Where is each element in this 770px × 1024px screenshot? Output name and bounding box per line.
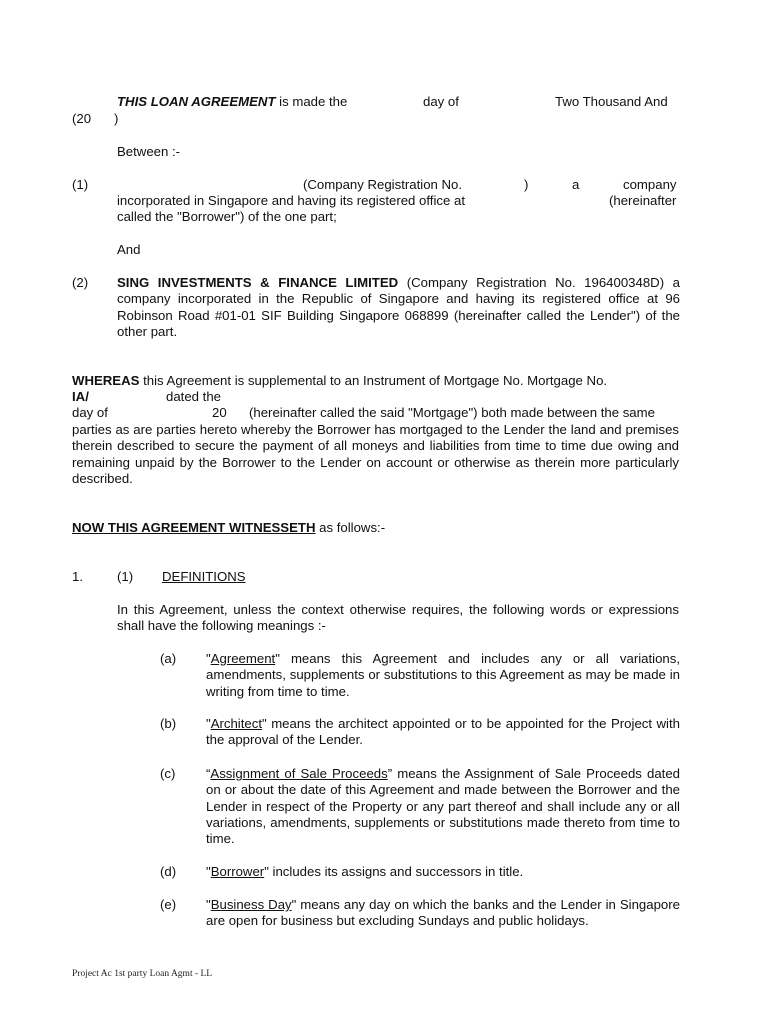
definition-c (206, 766, 680, 847)
definition-term: Business Day (210, 897, 292, 912)
section1-sub: (1) (117, 569, 134, 584)
definition-term: Assignment of Sale Proceeds (210, 766, 388, 781)
lender-name: SING INVESTMENTS & FINANCE LIMITED (117, 275, 399, 290)
witnesseth-heading: NOW THIS AGREEMENT WITNESSETH (72, 520, 316, 535)
between-label: Between :- (117, 144, 181, 159)
intro-year-open: (20 (72, 111, 92, 126)
section1-intro: In this Agreement, unless the context otherwise requires, the following words or expressions shall have the following meanings :- (117, 602, 679, 634)
definition-label-e: (e) (160, 897, 177, 912)
page-footer: Project Ac 1st party Loan Agmt - LL (72, 969, 213, 979)
intro-line (117, 94, 347, 110)
party1-line3: called the "Borrower") of the one part; (117, 209, 337, 224)
definition-text: " means any day on which the banks and the Lender in Singapore are open for business but excluding Sundays and public holidays. (206, 897, 680, 929)
definition-b (206, 716, 680, 749)
intro-day-of: day of (423, 94, 459, 109)
party2-paragraph (117, 275, 680, 340)
whereas-twenty: 20 (212, 405, 227, 420)
quote-open: " (206, 897, 211, 912)
definition-text: " means this Agreement and includes any or all variations, amendments, supplements or substitutions to this Agreement as may be made in writing from time to time. (206, 651, 680, 699)
definition-text: ” means the Assignment of Sale Proceeds dated on or about the date of this Agreement and made between the Borrower and the Lender in respect of the Property or any part thereof and shall include any or all variations, amendments, supplements or substitutions made thereto from time to time. (206, 766, 681, 847)
definition-a (206, 651, 680, 700)
intro-two-thousand: Two Thousand And (555, 94, 668, 109)
definition-label-d: (d) (160, 864, 177, 879)
whereas-ia: IA/ (72, 389, 89, 404)
party1-a: a (572, 177, 580, 192)
party1-company-reg: (Company Registration No. (303, 177, 463, 192)
definition-d (206, 864, 680, 880)
intro-year-close: ) (114, 111, 119, 126)
witnesseth-suffix: as follows:- (315, 520, 386, 535)
section1-number: 1. (72, 569, 83, 584)
quote-open: " (206, 716, 211, 731)
definition-term: Borrower (210, 864, 265, 879)
witnesseth-line (72, 520, 385, 536)
quote-open: " (206, 864, 211, 879)
whereas-line1-text: this Agreement is supplemental to an Instrument of Mortgage No. Mortgage No. (143, 373, 608, 388)
party2-text: (Company Registration No. 196400348D) a company incorporated in the Republic of Singapore and having its registered office at 96 Robinson Road #01-01 SIF Building Singapore 068899 (hereinafter called the Lender") of the other part. (117, 275, 680, 339)
party1-number: (1) (72, 177, 89, 192)
whereas-line1 (72, 373, 679, 389)
whereas-label: WHEREAS (72, 373, 140, 388)
party1-company: company (623, 177, 677, 192)
definition-label-c: (c) (160, 766, 176, 781)
party1-hereinafter: (hereinafter (609, 193, 677, 208)
party1-close-paren: ) (524, 177, 529, 192)
definition-text: " means the architect appointed or to be appointed for the Project with the approval of the Lender. (206, 716, 680, 748)
quote-open: “ (206, 766, 211, 781)
section1-title: DEFINITIONS (162, 569, 246, 584)
party1-line2: incorporated in Singapore and having its registered office at (117, 193, 465, 208)
definition-e (206, 897, 680, 930)
definition-term: Architect (210, 716, 262, 731)
definition-text: " includes its assigns and successors in title. (264, 864, 524, 879)
definition-label-b: (b) (160, 716, 177, 731)
quote-open: " (206, 651, 211, 666)
whereas-line3-rest: (hereinafter called the said "Mortgage") both made between the same (249, 405, 655, 420)
party2-number: (2) (72, 275, 89, 290)
whereas-day-of: day of (72, 405, 108, 420)
whereas-dated-the: dated the (166, 389, 221, 404)
intro-made-the: is made the (279, 94, 348, 109)
definition-label-a: (a) (160, 651, 177, 666)
agreement-title: THIS LOAN AGREEMENT (117, 94, 276, 109)
definition-term: Agreement (210, 651, 276, 666)
whereas-rest: parties as are parties hereto whereby the Borrower has mortgaged to the Lender the land and premises therein described to secure the payment of all moneys and liabilities from time to time due owing and remaining unpaid by the Borrower to the Lender on account or otherwise as therein more particularly described. (72, 422, 679, 486)
and-label: And (117, 242, 141, 257)
